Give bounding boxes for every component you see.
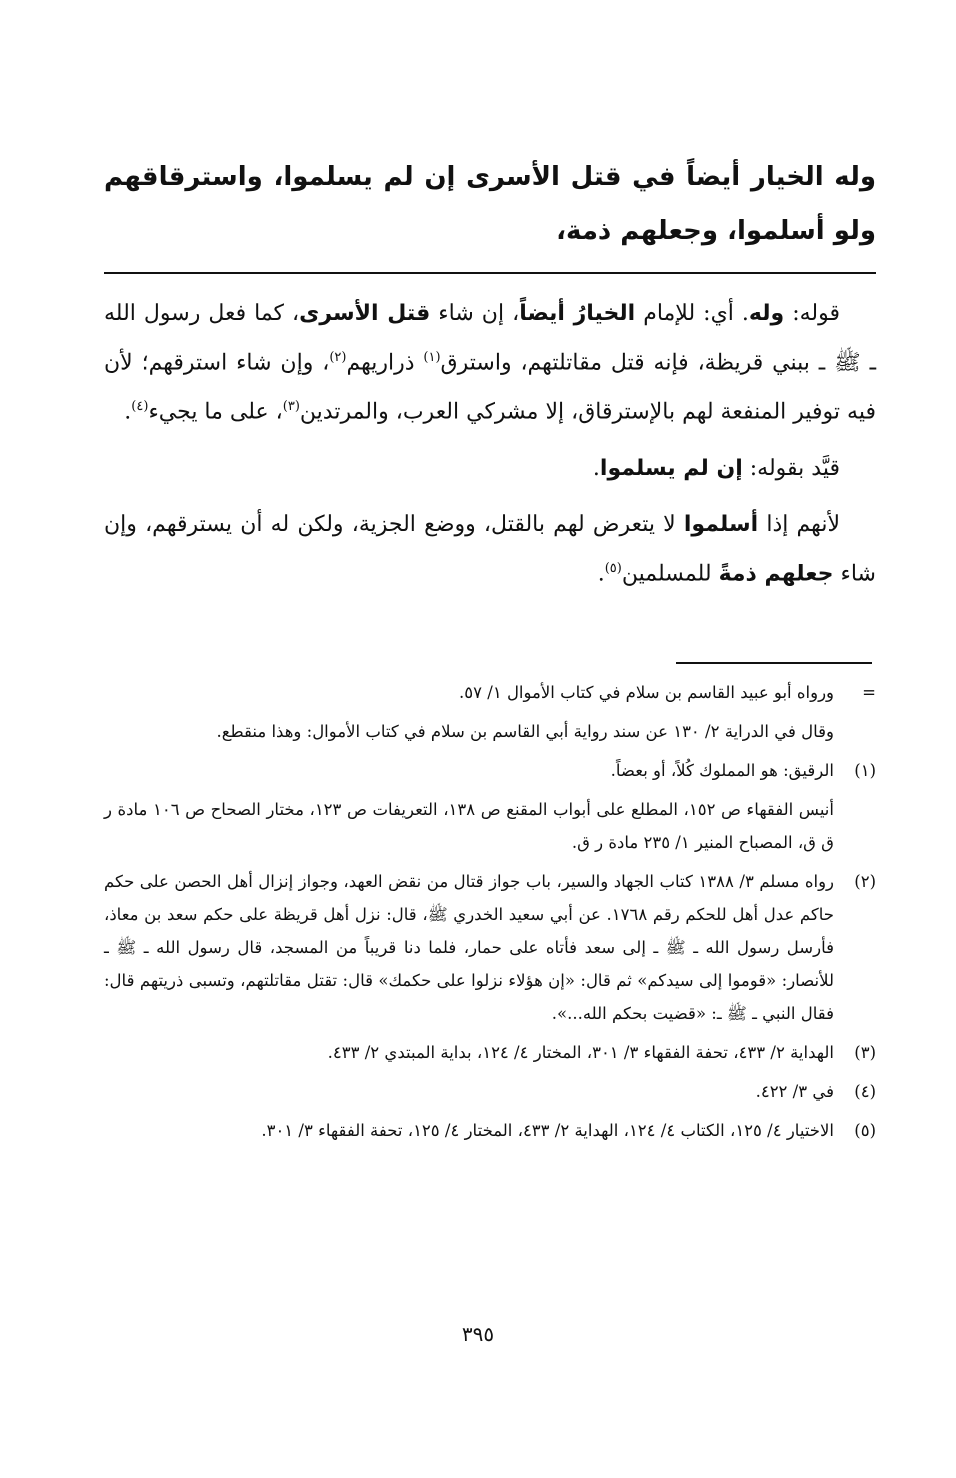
footnote-number: = bbox=[862, 683, 876, 702]
text-run: . أي: للإمام bbox=[635, 301, 749, 326]
footnote-ref[interactable]: (٣) bbox=[282, 399, 300, 415]
footnote-text: في ٣/ ٤٢٢. bbox=[755, 1082, 834, 1101]
footnote-text: رواه مسلم ٣/ ١٣٨٨ كتاب الجهاد والسير، باب جواز قتال من نقض العهد، وجواز إنزال أهل الحصن على حكم حاكم عدل أهل للحكم رقم ١٧٦٨. عن أبي سعيد الخدري ﷺ، قال: نزل أهل قريظة على حكم سعد بن معاذ، فأرسل رسول الله ـ ﷺ ـ إلى سعد فأتاه على حمار، فلما دنا قريباً من المسجد، قال رسول الله ـ ﷺ ـ للأنصار: «قوموا إلى سيدكم» ثم قال: «إن هؤلاء نزلوا على حكمك» قال: تقتل مقاتلتهم، وتسبى ذريتهم قال: فقال النبي ـ ﷺ ـ: «قضيت بحكم الله...». bbox=[104, 872, 834, 1023]
heading-divider bbox=[104, 272, 876, 274]
text-run: قوله: bbox=[784, 301, 841, 326]
quoted-term: وله bbox=[748, 301, 785, 326]
footnote bbox=[104, 1036, 876, 1069]
footnote-text: الرقيق: هو المملوك كُلاً، أو بعضاً. bbox=[610, 761, 834, 780]
commentary bbox=[104, 292, 876, 608]
text-run: ، كما فعل رسول الله ـ ﷺ ـ ببني قريظة، فإنه قتل مقاتلتهم، واسترق bbox=[104, 301, 877, 376]
footnote-text: أنيس الفقهاء ص ١٥٢، المطلع على أبواب المقنع ص ١٣٨، التعريفات ص ١٢٣، مختار الصحاح ص ١٠٦ مادة ر ق ق، المصباح المنير ١/ ٢٣٥ مادة ر ق. bbox=[104, 800, 834, 852]
text-run: لأنهم إذا bbox=[758, 511, 840, 537]
commentary-paragraph-1 bbox=[104, 292, 876, 435]
footnote-ref[interactable]: (٤) bbox=[131, 399, 149, 415]
commentary-paragraph-3 bbox=[104, 503, 876, 596]
quoted-term: أسلموا bbox=[683, 511, 759, 537]
footnote-text: وقال في الدراية ٢/ ١٣٠ عن سند رواية أبي القاسم بن سلام في كتاب الأموال: وهذا منقطع. bbox=[216, 722, 834, 741]
footnote-divider bbox=[676, 662, 872, 664]
footnote bbox=[104, 793, 876, 859]
footnote bbox=[104, 676, 876, 709]
footnote bbox=[104, 865, 876, 1030]
footnote-number: (٣) bbox=[854, 1043, 876, 1062]
text-run: قيَّد بقوله: bbox=[742, 455, 840, 481]
footnotes bbox=[104, 676, 876, 1153]
footnote bbox=[104, 1114, 876, 1147]
page-number: ٣٩٥ bbox=[461, 1322, 495, 1346]
text-run: ذراريهم bbox=[346, 350, 424, 376]
main-text-heading: وله الخيار أيضاً في قتل الأسرى إن لم يسلموا، واسترقاقهم ولو أسلموا، وجعلهم ذمة، bbox=[104, 162, 876, 246]
footnote-text: الهداية ٢/ ٤٣٣، تحفة الفقهاء ٣/ ٣٠١، المختار ٤/ ١٢٤، بداية المبتدي ٢/ ٤٣٣. bbox=[327, 1043, 834, 1062]
text-run: . bbox=[597, 560, 605, 586]
text-run: ، إن شاء bbox=[430, 301, 520, 326]
text-run: للمسلمين bbox=[621, 560, 719, 586]
quoted-term: قتل الأسرى bbox=[299, 301, 431, 326]
footnote-number: (٢) bbox=[854, 872, 876, 891]
commentary-paragraph-2 bbox=[104, 447, 876, 491]
footnote-number bbox=[834, 793, 876, 859]
quoted-term: إن لم يسلموا bbox=[599, 455, 743, 481]
text-run: . bbox=[124, 399, 132, 425]
footnote-number: (٥) bbox=[854, 1121, 876, 1140]
footnote-number bbox=[834, 715, 876, 748]
footnote bbox=[104, 754, 876, 787]
footnote-number: (٤) bbox=[854, 1082, 876, 1101]
footnote bbox=[104, 715, 876, 748]
footnote bbox=[104, 1075, 876, 1108]
footnote-ref[interactable]: (٥) bbox=[604, 560, 622, 576]
text-run: ، على ما يجيء bbox=[148, 399, 283, 425]
footnote-ref[interactable]: (٢) bbox=[329, 350, 347, 365]
footnote-number: (١) bbox=[854, 761, 876, 780]
text-run: . bbox=[592, 455, 600, 481]
footnote-ref[interactable]: (١) bbox=[423, 350, 441, 365]
footnote-text: ورواه أبو عبيد القاسم بن سلام في كتاب الأموال ١/ ٥٧. bbox=[459, 683, 834, 702]
text-run: ، وإن شاء استرقهم؛ لأن فيه توفير المنفعة لهم بالإسترقاق، إلا مشركي العرب، والمرتدين bbox=[104, 350, 876, 425]
quoted-term: الخيارُ أيضاً bbox=[519, 301, 636, 326]
quoted-term: جعلهم ذمةً bbox=[718, 560, 834, 586]
footnote-text: الاختيار ٤/ ١٢٥، الكتاب ٤/ ١٢٤، الهداية ٢/ ٤٣٣، المختار ٤/ ١٢٥، تحفة الفقهاء ٣/ ٣٠١. bbox=[261, 1121, 834, 1140]
text-run: لا يتعرض لهم بالقتل، ووضع الجزية، ولكن له أن يسترقهم، وإن شاء bbox=[104, 511, 876, 586]
